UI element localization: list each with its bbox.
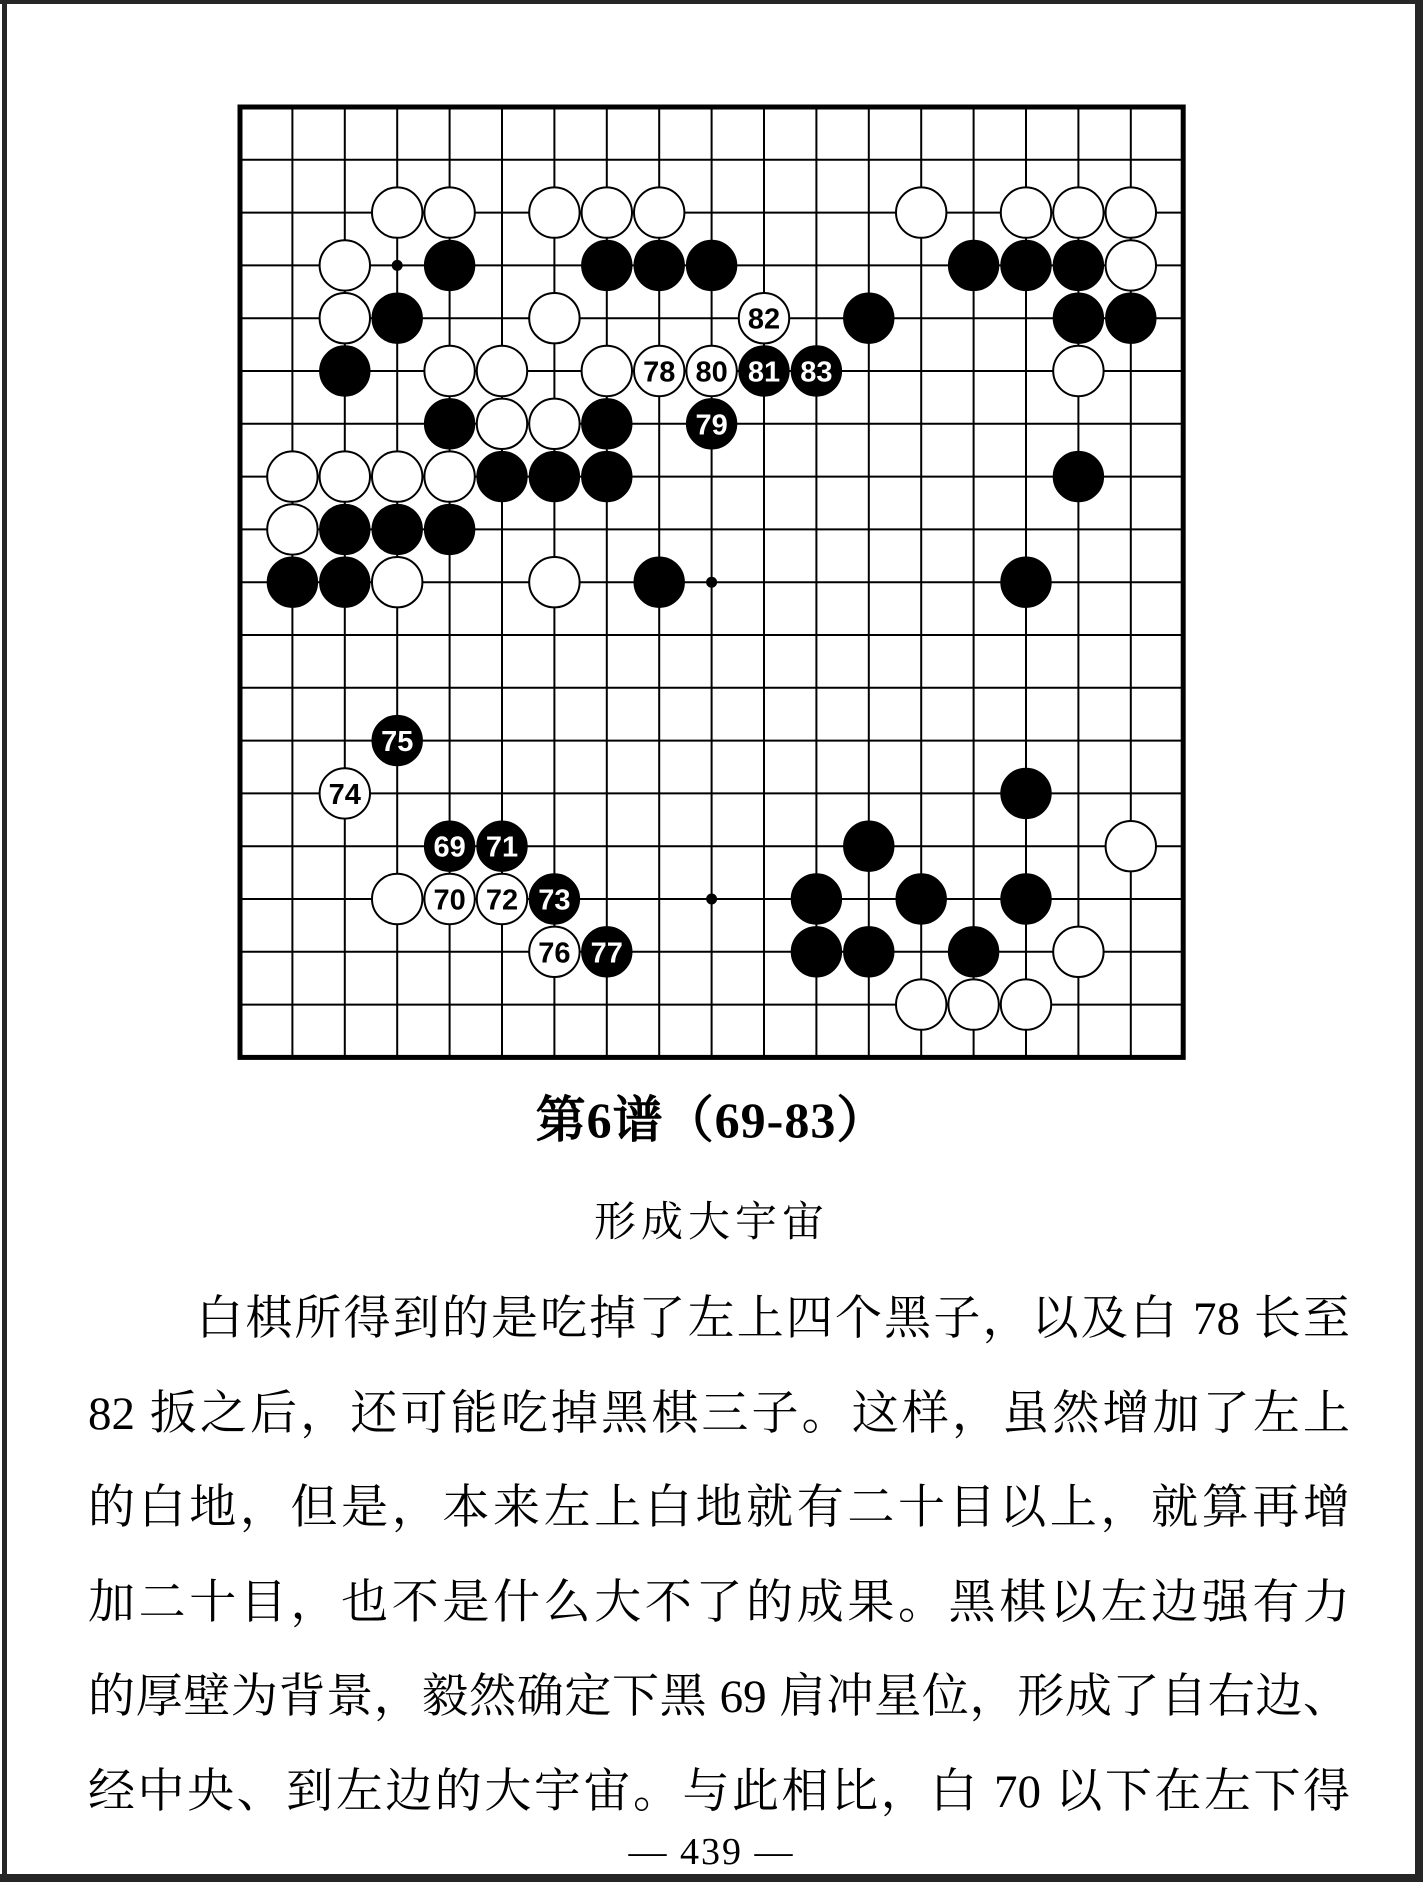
stone-black [582, 240, 632, 290]
star-point [706, 577, 717, 588]
stone-number: 83 [800, 356, 833, 389]
stone-black [791, 927, 841, 977]
stone-black [477, 451, 527, 501]
stone-white [424, 187, 474, 237]
stone-number: 71 [485, 831, 519, 864]
stone-white [529, 557, 579, 607]
body-text-line: 加二十目，也不是什么大不了的成果。黑棋以左边强有力 [88, 1576, 1350, 1629]
stone-white [582, 187, 632, 237]
stone-white [320, 240, 370, 290]
body-text-line: 82 扳之后，还可能吃掉黑棋三子。这样，虽然增加了左上 [88, 1387, 1350, 1440]
stone-black [791, 874, 841, 924]
stone-number: 73 [538, 884, 571, 917]
stone-white [267, 451, 317, 501]
star-point [392, 260, 403, 271]
stone-black [844, 821, 894, 871]
stone-white [634, 187, 684, 237]
stone-white [424, 346, 474, 396]
page-number: — 439 — [628, 1831, 795, 1873]
go-board-diagram [190, 57, 1193, 1067]
stone-white [1106, 240, 1156, 290]
body-text-line: 的白地，但是，本来左上白地就有二十目以上，就算再增 [88, 1482, 1350, 1535]
stone-number: 75 [381, 726, 414, 759]
stone-black [1001, 768, 1051, 818]
body-text-line: 的厚壁为背景，毅然确定下黑 69 肩冲星位，形成了自右边、 [88, 1671, 1350, 1724]
stone-black [582, 399, 632, 449]
stone-black [634, 240, 684, 290]
stone-white [372, 557, 422, 607]
stone-black [424, 399, 474, 449]
stone-number: 78 [643, 356, 676, 389]
stone-white [1001, 979, 1051, 1029]
stone-black [320, 557, 370, 607]
go-board [190, 57, 1193, 1067]
stone-white [896, 979, 946, 1029]
stone-white [372, 451, 422, 501]
commentary-paragraph [88, 1272, 1350, 1840]
stone-white [267, 504, 317, 554]
stone-number: 72 [485, 884, 519, 917]
stone-black [948, 240, 998, 290]
stone-black [424, 504, 474, 554]
stone-white [424, 451, 474, 501]
stone-black [896, 874, 946, 924]
stone-black [320, 346, 370, 396]
stone-black [1053, 293, 1103, 343]
stone-black [1053, 240, 1103, 290]
stone-white [372, 187, 422, 237]
stone-black [529, 451, 579, 501]
stone-number: 77 [590, 937, 623, 970]
stone-black [1106, 293, 1156, 343]
stone-white [896, 187, 946, 237]
stone-number: 70 [433, 884, 466, 917]
stone-white [1106, 187, 1156, 237]
stone-number: 76 [538, 937, 571, 970]
stone-white [1053, 927, 1103, 977]
stone-number: 80 [695, 356, 728, 389]
diagram-caption: 第6谱（69-83） [535, 1092, 888, 1148]
body-text-line: 经中央、到左边的大宇宙。与此相比，白 70 以下在左下得 [88, 1765, 1350, 1818]
page-border-right [1415, 0, 1423, 1882]
stone-white [372, 874, 422, 924]
stone-white [529, 399, 579, 449]
stone-white [1053, 187, 1103, 237]
stone-number: 69 [433, 831, 466, 864]
stone-black [267, 557, 317, 607]
stone-number: 79 [695, 409, 728, 442]
stone-black [1001, 874, 1051, 924]
page-border-top [0, 0, 1423, 4]
stone-white [582, 346, 632, 396]
stone-number: 81 [747, 356, 781, 389]
stone-black [844, 293, 894, 343]
stone-black [424, 240, 474, 290]
stone-white [1001, 187, 1051, 237]
stone-black [1001, 240, 1051, 290]
stone-white [320, 293, 370, 343]
page-border-bottom [0, 1874, 1423, 1882]
diagram-subtitle: 形成大宇宙 [593, 1200, 829, 1246]
stone-white [529, 187, 579, 237]
stone-black [1053, 451, 1103, 501]
stone-black [582, 451, 632, 501]
stone-black [372, 293, 422, 343]
stone-white [320, 451, 370, 501]
stone-white [1053, 346, 1103, 396]
stone-number: 74 [328, 778, 361, 811]
star-point [706, 894, 717, 905]
stone-black [686, 240, 736, 290]
stone-number: 82 [747, 303, 781, 336]
stone-white [948, 979, 998, 1029]
stone-white [1106, 821, 1156, 871]
stone-black [634, 557, 684, 607]
stone-white [477, 346, 527, 396]
stone-black [844, 927, 894, 977]
stone-black [948, 927, 998, 977]
stone-black [372, 504, 422, 554]
stone-black [1001, 557, 1051, 607]
stone-white [477, 399, 527, 449]
body-text-line: 白棋所得到的是吃掉了左上四个黑子，以及白 78 长至 [196, 1293, 1350, 1345]
stone-white [529, 293, 579, 343]
page-border-left [2, 0, 7, 1882]
stone-black [320, 504, 370, 554]
